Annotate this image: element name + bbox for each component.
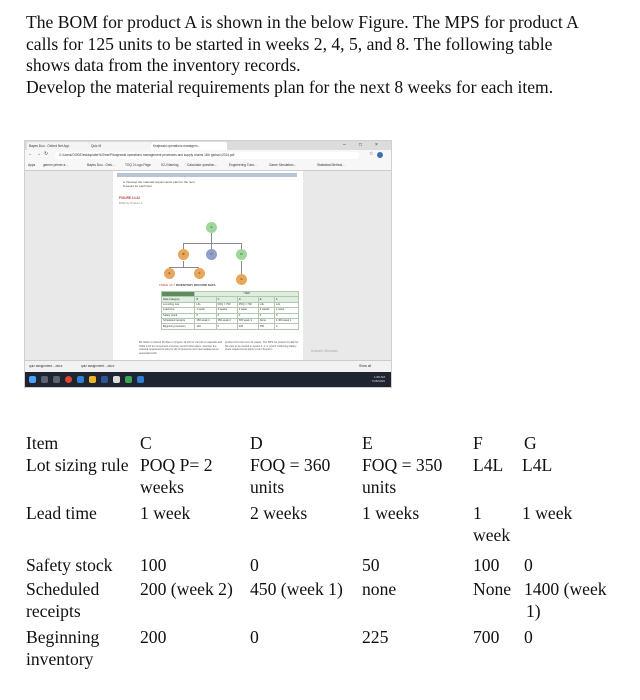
bookmark-item[interactable]: Bayes Dou - Oxfo...	[87, 163, 115, 167]
table-cell: 0	[195, 313, 216, 318]
bookmark-item[interactable]: Apps	[28, 163, 36, 167]
item-e-cell	[362, 455, 442, 498]
table-cell: None	[258, 318, 274, 323]
table-row-safety-stock	[26, 555, 626, 579]
item-e-cell: E	[362, 433, 373, 453]
star-icon[interactable]: ☆	[369, 151, 374, 157]
bookmark-item[interactable]: Engineering Tutor...	[229, 163, 257, 167]
bookmark-item[interactable]: Game Simulation...	[269, 163, 297, 167]
table-cell: FOQ = 700	[216, 302, 237, 307]
table-cell: 0	[275, 313, 299, 318]
item-f-cell: L4L	[473, 455, 504, 475]
task-view-icon[interactable]	[53, 376, 60, 383]
table-header-cell: D	[237, 297, 258, 302]
item-g-cell: G	[524, 433, 537, 453]
table-row-item	[26, 433, 626, 455]
embedded-screenshot	[24, 140, 392, 388]
bookmark-item[interactable]: TOQ 3 Logo Page	[125, 163, 151, 167]
table-row-lot-sizing	[26, 455, 626, 503]
table-cell: L4L	[195, 302, 216, 307]
url-field[interactable]: C:/Users/OOR/Desktop/abe%20me/P/krajewski operations management processes and supply chains 11th global c2013.pdf	[55, 152, 359, 159]
table-cell: 0	[216, 324, 237, 329]
bookmark-item[interactable]: Statistical Method...	[317, 163, 345, 167]
address-bar	[25, 150, 391, 161]
bom-connector	[211, 233, 212, 243]
instruction-line: a. Develop the material requirements plan for the next	[123, 180, 195, 184]
table-header-cell: C	[216, 297, 237, 302]
cell-line: weeks	[140, 476, 184, 497]
item-f-cell	[473, 503, 510, 546]
cell-line: 1	[473, 503, 482, 523]
row-label: Lead time	[26, 503, 97, 523]
problem-text-right: product A for the next 10 weeks. The MPS for product A calls for 60 units to be started in weeks 2, 4, 6, and 8. Following Safety stock requirements apply to item B and C.	[225, 341, 299, 352]
bookmark-item[interactable]: Calculator question...	[187, 163, 217, 167]
table-header-item: ITEM	[195, 292, 299, 297]
bom-node-e: E	[164, 268, 175, 279]
page-header-band	[117, 173, 297, 177]
bom-node-b: B	[178, 249, 189, 260]
cell-line: 1)	[526, 600, 541, 621]
cell-line: FOQ = 350	[362, 455, 443, 475]
table-cell: Scheduled receipts	[162, 318, 195, 323]
item-c-cell: C	[140, 433, 152, 453]
cell-line: Beginning	[26, 627, 100, 647]
table-header-cell: B	[195, 297, 216, 302]
reload-icon[interactable]: ↻	[44, 151, 49, 157]
table-header-cell: F	[275, 297, 299, 302]
intro-line-4: Develop the material requirements plan for the next 8 weeks for each item.	[26, 76, 554, 97]
downloads-bar	[25, 360, 391, 372]
problem-statement	[26, 12, 626, 98]
cell-line: receipts	[26, 600, 81, 621]
table-cell: 1 week	[275, 308, 299, 313]
item-c-cell: 100	[140, 555, 167, 575]
cell-line: Scheduled	[26, 579, 100, 599]
bookmarks-bar	[25, 161, 391, 171]
item-e-cell: none	[362, 579, 397, 599]
table-cell: 700 week 3	[237, 318, 258, 323]
profile-avatar[interactable]	[377, 152, 383, 158]
bookmark-item[interactable]: gemen primer a...	[43, 163, 68, 167]
item-e-cell: 1 weeks	[362, 503, 420, 523]
row-label: Item	[26, 433, 59, 453]
bom-node-g: G	[236, 274, 247, 285]
table-row	[162, 318, 299, 323]
cell-line: units	[250, 476, 285, 497]
cell-line: week	[473, 524, 511, 545]
bom-node-f: F	[194, 268, 205, 279]
minimize-icon[interactable]: –	[343, 142, 346, 148]
table-cell: L4L	[275, 302, 299, 307]
inventory-record-table	[161, 291, 299, 330]
table-cell: 125	[195, 324, 216, 329]
table-cell: L4L	[258, 302, 274, 307]
table-cell: Safety stock	[162, 313, 195, 318]
item-e-cell: 225	[362, 627, 389, 647]
figure-caption: BOM for Product A	[119, 201, 143, 205]
item-f-cell: F	[473, 433, 483, 453]
table-cell: POQ = 700	[237, 302, 258, 307]
table-cell: 150 week 1	[195, 318, 216, 323]
row-label: Safety stock	[26, 555, 113, 575]
activation-watermark: Activate Windows	[311, 349, 338, 353]
item-d-cell: 450 (week 1)	[250, 579, 343, 599]
back-icon[interactable]: ←	[28, 151, 33, 157]
problem-text-left: 58. Refer to Solved Problem 1 (Figure 14.20) for the bill of materials and Table 14.8 for component inventory record information. Develop the material requirements plan for all components and intermediate items associated with	[139, 341, 222, 355]
cell-line: 1400 (week	[524, 579, 607, 599]
app-icon[interactable]	[125, 376, 132, 383]
system-clock[interactable]	[372, 375, 385, 383]
item-d-cell	[250, 455, 330, 498]
instruction-line: 8 weeks for each item.	[123, 184, 154, 188]
folder-icon[interactable]	[89, 376, 96, 383]
table-row-lead-time	[26, 503, 626, 555]
item-c-cell: 200	[140, 627, 167, 647]
app-icon[interactable]	[137, 376, 144, 383]
bom-node-a: A	[206, 222, 217, 233]
intro-line-1: The BOM for product A is shown in the below Figure. The MPS for product A	[26, 12, 579, 32]
item-c-cell	[140, 455, 213, 498]
cell-line: FOQ = 360	[250, 455, 331, 475]
item-g-cell: 0	[524, 555, 533, 575]
table-cell: 3 weeks	[216, 308, 237, 313]
bookmark-item[interactable]: ICU Naming	[161, 163, 179, 167]
download-item[interactable]: quiz assignment....docx	[81, 364, 115, 368]
table-cell: 1 week	[237, 308, 258, 313]
item-f-cell: None	[473, 579, 512, 599]
table-title-text: INVENTORY RECORD DATA	[175, 283, 216, 287]
clock-date: 7/28/2020	[371, 379, 385, 383]
word-icon[interactable]	[101, 376, 108, 383]
browser-tab-active[interactable]: Krajewski operations managem...	[151, 142, 227, 150]
intro-line-3: shows data from the inventory records.	[26, 55, 301, 75]
browser-icon[interactable]	[65, 376, 72, 383]
bom-connector	[169, 267, 199, 268]
item-f-cell: 700	[473, 627, 500, 647]
browser-tab[interactable]: Bayes Dou - Oxford Net App	[27, 142, 89, 150]
table-header-cell: Data Category	[162, 297, 195, 302]
inventory-table-title	[159, 283, 216, 287]
table-cell: Lead time	[162, 308, 195, 313]
item-e-cell: 50	[362, 555, 380, 575]
cell-line: units	[362, 476, 397, 497]
table-cell: 450 week 2	[216, 318, 237, 323]
page-instruction	[123, 180, 195, 188]
table-cell: 750	[258, 324, 274, 329]
table-cell: 0	[237, 313, 258, 318]
maximize-icon[interactable]: □	[359, 142, 363, 148]
table-row-beginning-inventory	[26, 627, 626, 675]
start-icon[interactable]	[29, 376, 36, 383]
row-label: Lot sizing rule	[26, 455, 129, 475]
table-cell: 1,400 week 1	[275, 318, 299, 323]
table-cell: Beginning inventory	[162, 324, 195, 329]
table-number: TABLE 14.7	[159, 283, 175, 287]
store-icon[interactable]	[113, 376, 120, 383]
table-cell: 0	[275, 324, 299, 329]
item-g-cell	[524, 579, 607, 622]
row-label	[26, 579, 99, 622]
inventory-data-table	[26, 433, 626, 675]
table-cell: 0	[216, 313, 237, 318]
cell-line: POQ P= 2	[140, 455, 213, 475]
bom-node-d: D	[236, 249, 247, 260]
clock-time: 1:08 AM	[373, 375, 385, 379]
download-item[interactable]: quiz assignment....docx	[29, 364, 63, 368]
item-d-cell: 0	[250, 555, 259, 575]
item-g-cell: L4L	[522, 455, 553, 475]
table-cell: Lot-sizing rule	[162, 302, 195, 307]
item-d-cell: 2 weeks	[250, 503, 308, 523]
table-cell: 0	[258, 313, 274, 318]
browser-tab-strip	[25, 141, 391, 150]
app-icon[interactable]	[77, 376, 84, 383]
search-icon[interactable]	[41, 376, 48, 383]
show-all-button[interactable]: Show all	[359, 364, 372, 368]
intro-line-2: calls for 125 units to be started in weeks 2, 4, 5, and 8. The following table	[26, 33, 553, 54]
bom-node-c: C	[206, 249, 217, 260]
figure-label: FIGURE 14.42	[119, 196, 140, 200]
item-c-cell: 1 week	[140, 503, 191, 523]
close-icon[interactable]: ×	[375, 142, 378, 148]
item-c-cell: 200 (week 2)	[140, 579, 233, 599]
table-row-scheduled-receipts	[26, 579, 626, 627]
table-cell: 235	[237, 324, 258, 329]
bom-connector	[183, 243, 241, 244]
item-g-cell: 1 week	[522, 503, 573, 523]
row-label	[26, 627, 99, 670]
table-row	[162, 324, 299, 329]
table-cell: 3 weeks	[258, 308, 274, 313]
browser-tab[interactable]: Quiz M	[89, 142, 151, 150]
forward-icon[interactable]: →	[36, 151, 41, 157]
table-cell: 1 week	[195, 308, 216, 313]
cell-line: inventory	[26, 648, 94, 669]
pdf-page	[113, 171, 303, 361]
item-d-cell: D	[250, 433, 263, 453]
item-f-cell: 100	[473, 555, 500, 575]
item-d-cell: 0	[250, 627, 259, 647]
windows-taskbar	[25, 372, 391, 387]
item-g-cell: 0	[524, 627, 533, 647]
table-header-cell: E	[258, 297, 274, 302]
